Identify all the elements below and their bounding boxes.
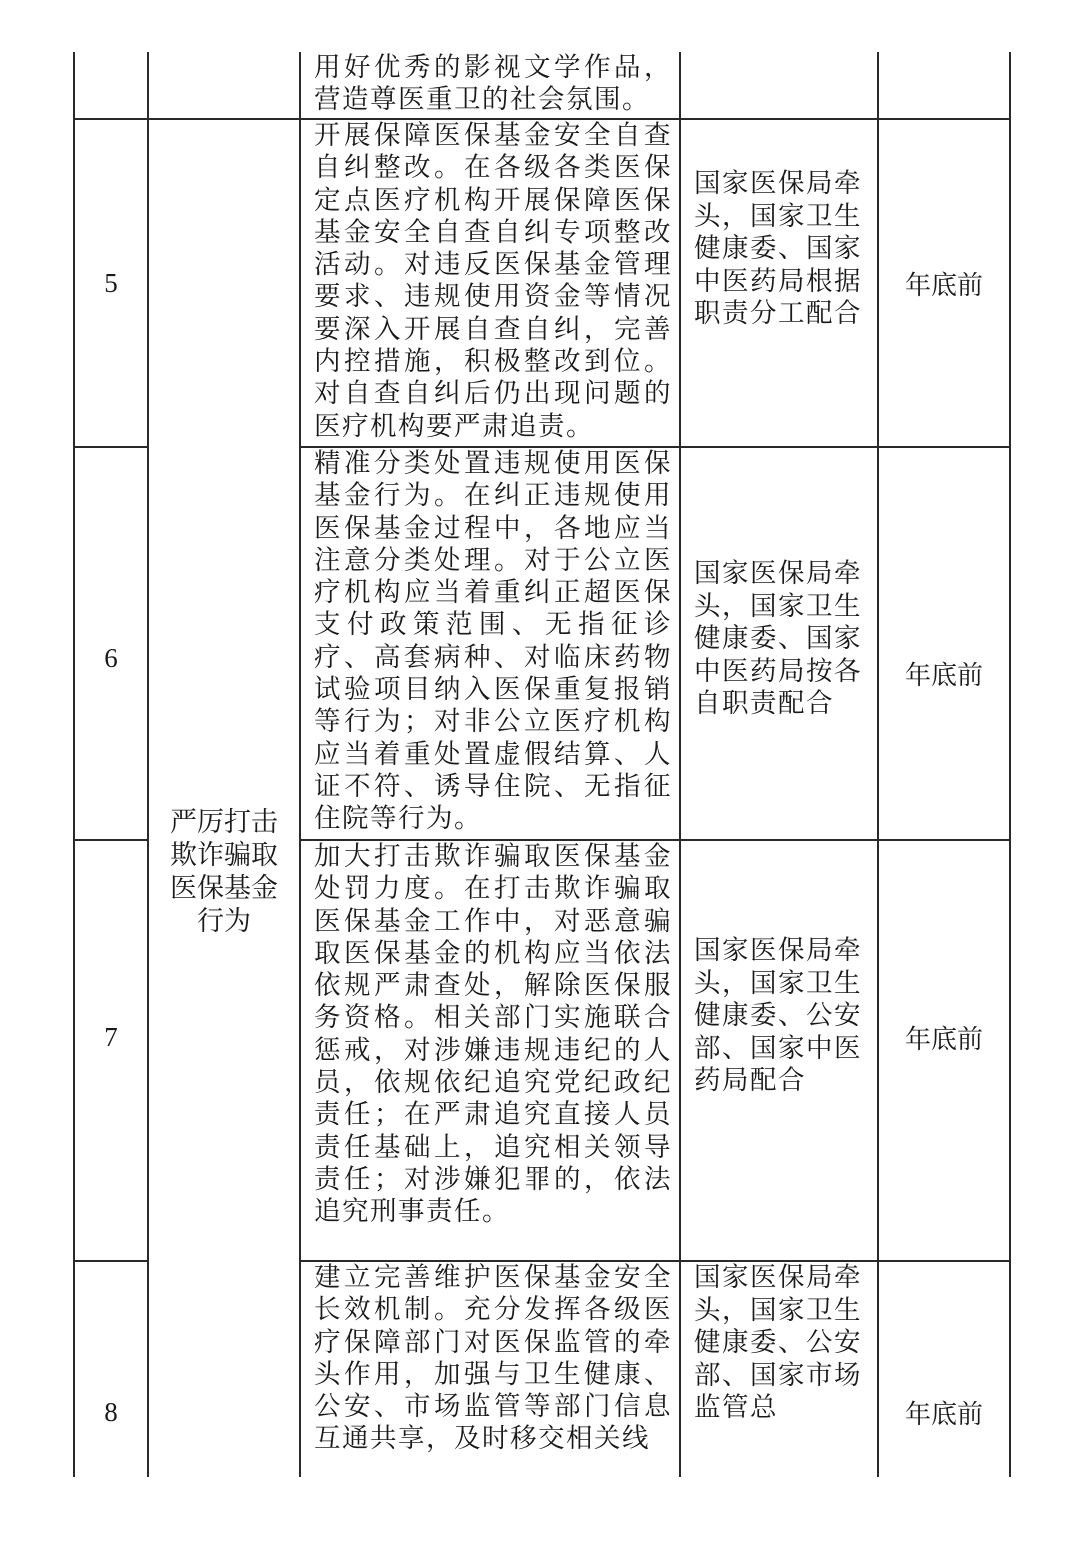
task-group-text: 严厉打击欺诈骗取医保基金行为 xyxy=(170,807,278,937)
task-group-cell xyxy=(148,446,300,1258)
row-deadline: 年底前 xyxy=(904,270,983,301)
row-number: 5 xyxy=(104,267,118,298)
row-content: 精准分类处置违规使用医保基金行为。在纠正违规使用医保基金过程中，各地应当注意分类处理。对于公立医疗机构应当着重纠正超医保支付政策范围、无指征诊疗、高套病种、对临床药物试验项目纳入医保重复报销等行为；对非公立医疗机构应当着重处置虚假结算、人证不符、诱导住院、无指征住院等行为。 xyxy=(314,448,672,835)
row-number: 7 xyxy=(104,1021,118,1052)
row-deadline: 年底前 xyxy=(904,1024,983,1055)
row-responsible-unit: 国家医保局牵头，国家卫生健康委、国家中医药局根据职责分工配合 xyxy=(694,168,862,329)
row-deadline: 年底前 xyxy=(904,1399,983,1430)
row-content: 加大打击欺诈骗取医保基金处罚力度。在打击欺诈骗取医保基金工作中，对恶意骗取医保基金的机构应当依法依规严肃查处，解除医保服务资格。相关部门实施联合惩戒，对涉嫌违规违纪的人员，依规依纪追究党纪政纪责任；在严肃追究直接人员责任基础上，追究相关领导责任；对涉嫌犯罪的，依法追究刑事责任。 xyxy=(314,841,672,1228)
row-number: 8 xyxy=(104,1396,118,1427)
row-content: 建立完善维护医保基金安全长效机制。充分发挥各级医疗保障部门对医保监管的牵头作用，加强与卫生健康、公安、市场监管等部门信息互通共享，及时移交相关线 xyxy=(314,1262,672,1455)
row-deadline: 年底前 xyxy=(904,660,983,691)
row-responsible-unit: 国家医保局牵头，国家卫生健康委、公安部、国家中医药局配合 xyxy=(694,935,862,1096)
row-responsible-unit: 国家医保局牵头，国家卫生健康委、公安部、国家市场监管总 xyxy=(694,1262,862,1423)
row-content: 开展保障医保基金安全自查自纠整改。在各级各类医保定点医疗机构开展保障医保基金安全自查自纠专项整改活动。对违反医保基金管理要求、违规使用资金等情况要深入开展自查自纠，完善内控措施，积极整改到位。对自查自纠后仍出现问题的医疗机构要严肃追责。 xyxy=(314,120,672,442)
row-number: 6 xyxy=(104,642,118,673)
row-content: 用好优秀的影视文学作品，营造尊医重卫的社会氛围。 xyxy=(314,52,672,116)
row-number xyxy=(74,52,148,118)
row-responsible-unit: 国家医保局牵头，国家卫生健康委、国家中医药局按各自职责配合 xyxy=(694,558,862,719)
row-deadline xyxy=(878,52,1010,118)
